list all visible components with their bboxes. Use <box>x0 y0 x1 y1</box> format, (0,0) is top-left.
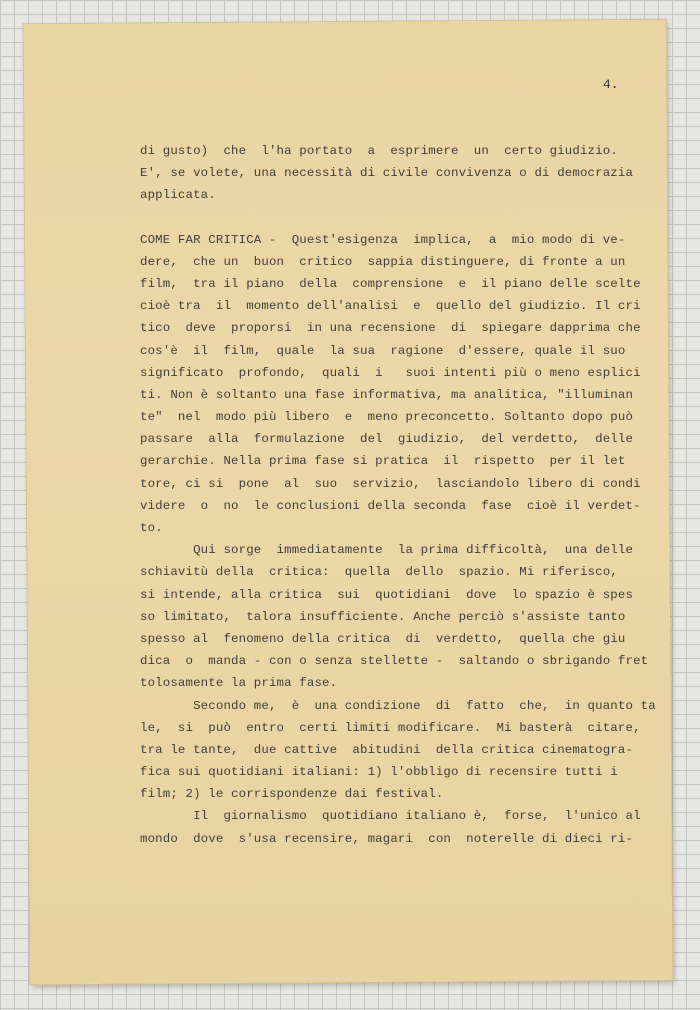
text-line: gerarchie. Nella prima fase si pratica il rispetto per il let <box>140 454 626 469</box>
text-line: cioè tra il momento dell'analisi e quello del giudizio. Il cri <box>140 299 641 314</box>
text-line: so limitato, talora insufficiente. Anche perciò s'assiste tanto <box>140 609 626 624</box>
text-line: schiavitù della critica: quella dello spazio. Mi riferisco, <box>140 565 618 580</box>
text-line: te" nel modo più libero e meno preconcetto. Soltanto dopo può <box>140 410 634 425</box>
text-line: E', se volete, una necessità di civile convivenza o di democrazia <box>140 166 634 181</box>
paragraph-gap <box>140 207 640 229</box>
text-line: tico deve proporsi in una recensione di spiegare dapprima che <box>140 321 641 336</box>
text-line: significato profondo, quali i suoi intenti più o meno esplici <box>140 365 641 380</box>
text-line: fica sui quotidiani italiani: 1) l'obbligo di recensire tutti i <box>140 765 618 780</box>
text-line: passare alla formulazione del giudizio, del verdetto, delle <box>140 432 634 447</box>
text-line: dere, che un buon critico sappia distinguere, di fronte a un <box>140 254 626 269</box>
text-line: si intende, alla critica sui quotidiani dove lo spazio è spes <box>140 587 634 602</box>
text-line: film, tra il piano della comprensione e il piano delle scelte <box>140 276 641 291</box>
text-line: COME FAR CRITICA - Quest'esigenza implica, a mio modo di ve- <box>140 232 626 247</box>
text-line: Il giornalismo quotidiano italiano è, forse, l'unico al <box>140 809 641 824</box>
text-line: cos'è il film, quale la sua ragione d'essere, quale il suo <box>140 343 626 358</box>
text-line: di gusto) che l'ha portato a esprimere un certo giudizio. <box>140 144 618 158</box>
text-line: dica o manda - con o senza stellette - saltando o sbrigando fret <box>140 654 649 669</box>
text-line: le, si può entro certi limiti modificare. Mi basterà citare, <box>140 720 641 735</box>
text-line: applicata. <box>140 188 216 203</box>
text-line: film; 2) le corrispondenze dai festival. <box>140 787 444 802</box>
text-line: tore, ci si pone al suo servizio, lasciandolo libero di condi <box>140 476 641 491</box>
text-line: Qui sorge immediatamente la prima difficoltà, una delle <box>140 543 634 558</box>
text-line: tolosamente la prima fase. <box>140 676 338 691</box>
typewritten-body <box>140 140 656 850</box>
text-line: videre o no le conclusioni della seconda fase cioè il verdet- <box>140 498 641 513</box>
text-line: Secondo me, è una condizione di fatto che, in quanto ta <box>140 698 656 713</box>
page-number: 4. <box>603 77 619 92</box>
text-line: to. <box>140 521 163 535</box>
text-line: tra le tante, due cattive abitudini della critica cinematogra- <box>140 742 634 757</box>
text-line: mondo dove s'usa recensire, magari con noterelle di dieci ri- <box>140 831 634 846</box>
text-line: ti. Non è soltanto una fase informativa, ma analitica, "illuminan <box>140 387 634 402</box>
text-line: spesso al fenomeno della critica di verdetto, quella che giu <box>140 631 626 646</box>
